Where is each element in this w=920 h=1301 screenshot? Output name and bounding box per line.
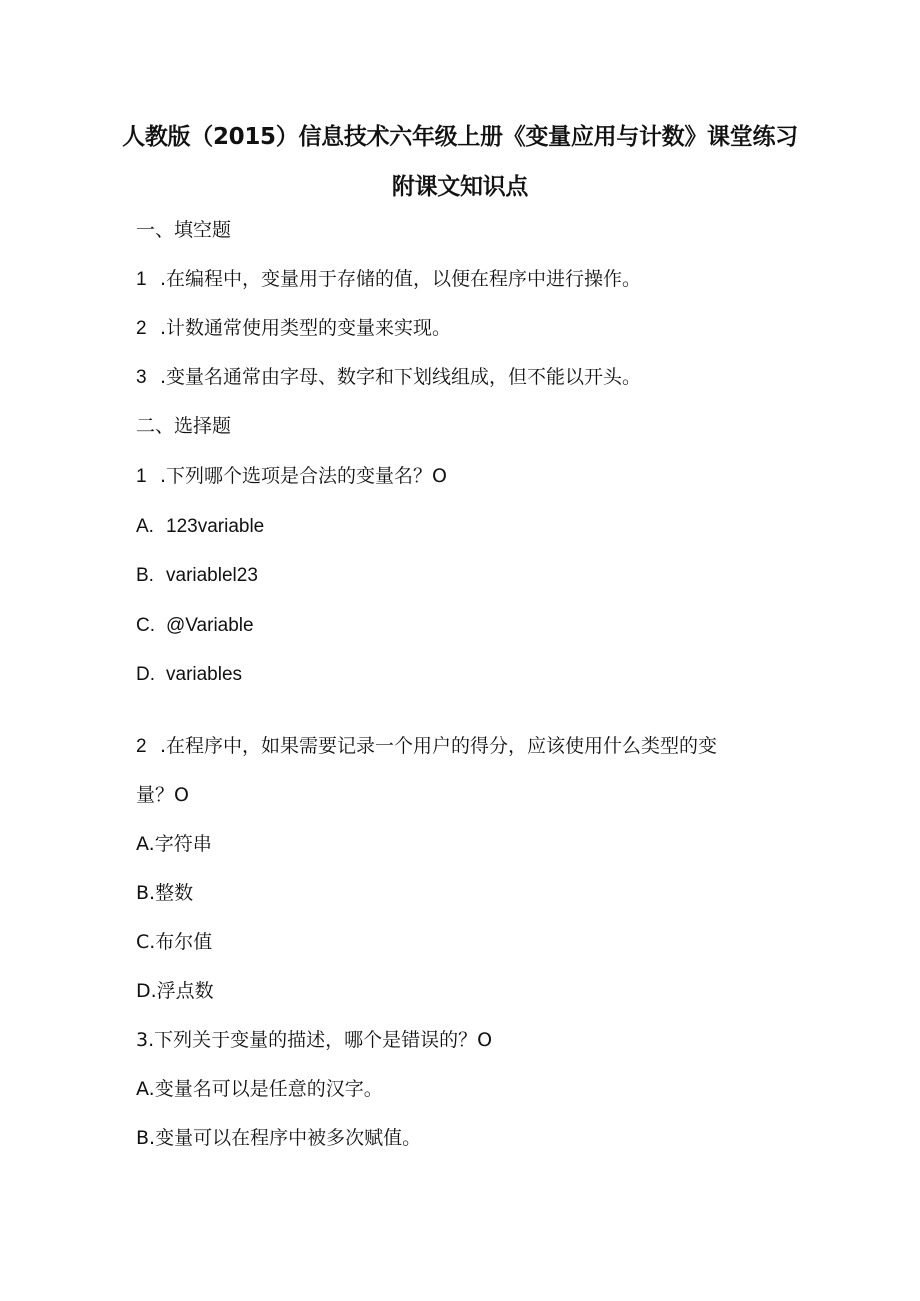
q1-option-d (136, 663, 242, 687)
fill-in-question-2 (136, 316, 451, 341)
question-number: 2 (136, 318, 147, 339)
section-heading-choice: 二、选择题 (136, 415, 232, 437)
q2-option-a: A.字符串 (136, 833, 212, 855)
document-subtitle: 附课文知识点 (391, 174, 529, 200)
option-letter: A. (136, 516, 154, 537)
question-text: .在编程中，变量用于存储的值，以便在程序中进行操作。 (160, 268, 642, 290)
q2-option-d: D.浮点数 (136, 980, 214, 1002)
question-text: .在程序中，如果需要记录一个用户的得分，应该使用什么类型的变 (160, 735, 718, 757)
q1-option-b (136, 564, 258, 588)
option-letter: B. (136, 565, 154, 586)
choice-question-2-continued: 量？O (136, 784, 189, 806)
choice-question-1 (136, 464, 447, 489)
choice-question-2 (136, 734, 717, 759)
question-text: .计数通常使用类型的变量来实现。 (160, 317, 452, 339)
fill-in-question-1 (136, 267, 641, 292)
q2-option-c: C.布尔值 (136, 931, 213, 953)
option-text: @Variable (166, 615, 254, 636)
q3-option-a: A.变量名可以是任意的汉字。 (136, 1078, 383, 1100)
q2-option-b: B.整数 (136, 882, 194, 904)
option-letter: D. (136, 664, 155, 685)
section-heading-fill-in: 一、填空题 (136, 219, 232, 241)
question-number: 3 (136, 367, 147, 388)
choice-question-3: 3.下列关于变量的描述，哪个是错误的？O (136, 1029, 493, 1051)
question-text: .下列哪个选项是合法的变量名？O (160, 465, 447, 487)
question-number: 1 (136, 269, 147, 290)
q1-option-a (136, 515, 264, 539)
q3-option-b: B.变量可以在程序中被多次赋值。 (136, 1127, 422, 1149)
option-text: variablel23 (166, 565, 258, 586)
question-text: .变量名通常由字母、数字和下划线组成，但不能以开头。 (160, 366, 642, 388)
question-number: 2 (136, 736, 147, 757)
document-title: 人教版（2015）信息技术六年级上册《变量应用与计数》课堂练习 (122, 124, 798, 150)
option-text: 123variable (166, 516, 265, 537)
q1-option-c (136, 614, 254, 638)
fill-in-question-3 (136, 365, 641, 390)
question-number: 1 (136, 466, 147, 487)
option-letter: C. (136, 615, 155, 636)
option-text: variables (166, 664, 243, 685)
